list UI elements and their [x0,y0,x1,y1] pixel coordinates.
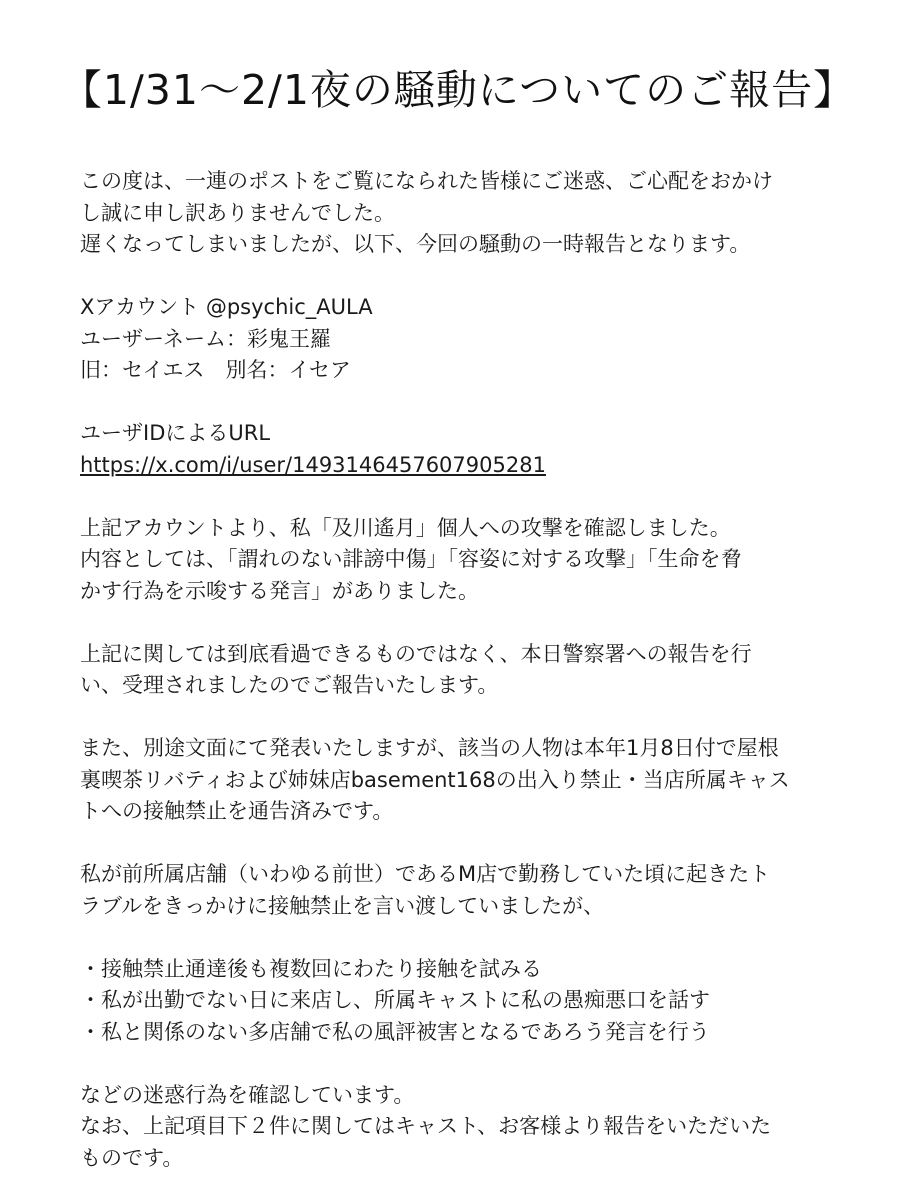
background-line: ラブルをきっかけに接触禁止を言い渡していましたが、 [80,893,605,918]
police-line: い、受理されましたのでご報告いたします。 [80,673,499,697]
ban-line: また、別途文面にて発表いたしますが、該当の人物は本年1月8日付で屋根 [80,736,779,760]
intro-line: 遅くなってしまいましたが、以下、今回の騒動の一時報告となります。 [80,232,751,256]
intro-line: この度は、一連のポストをご覧になられた皆様にご迷惑、ご心配をおかけ [80,169,773,193]
attack-line: 内容としては、「謂れのない誹謗中傷」「容姿に対する攻撃」「生命を脅 [80,547,742,571]
bullet-item: ・私と関係のない多店舗で私の風評被害となるであろう発言を行う [80,1019,710,1044]
intro-line: し誠に申し訳ありませんでした。 [80,200,395,225]
attack-line: 上記アカウントより、私「及川遙月」個人への攻撃を確認しました。 [80,515,731,540]
closing-line: ものです。 [80,1145,184,1170]
ban-line: トへの接触禁止を通告済みです。 [80,799,394,823]
username-line: ユーザーネーム：彩鬼王羅 [80,326,331,351]
bullet-item: ・接触禁止通達後も複数回にわたり接触を試みる [80,956,542,981]
old-alias-line: 旧：セイエス 別名：イセア [80,358,351,382]
user-url-link[interactable]: https://x.com/i/user/1493146457607905281 [80,452,546,477]
document-title: 【1/31〜2/1夜の騒動についてのご報告】 [60,66,856,114]
ban-line: 裏喫茶リバティおよび姉妹店basement168の出入り禁止・当店所属キャス [80,767,790,792]
closing-line: なお、上記項目下２件に関してはキャスト、お客様より報告をいただいた [80,1114,772,1138]
police-line: 上記に関しては到底看過できるものではなく、本日警察署への報告を行 [80,641,752,666]
document-body [80,166,840,1174]
bullet-item: ・私が出勤でない日に来店し、所属キャストに私の愚痴悪口を話す [80,988,710,1012]
closing-line: などの迷惑行為を確認しています。 [80,1082,415,1107]
x-account-line: Xアカウント @psychic_AULA [80,295,373,319]
background-line: 私が前所属店舗（いわゆる前世）であるM店で勤務していた頃に起きたト [80,862,771,886]
attack-line: かす行為を示唆する発言」がありました。 [80,578,479,603]
url-label: ユーザIDによるURL [80,421,271,445]
